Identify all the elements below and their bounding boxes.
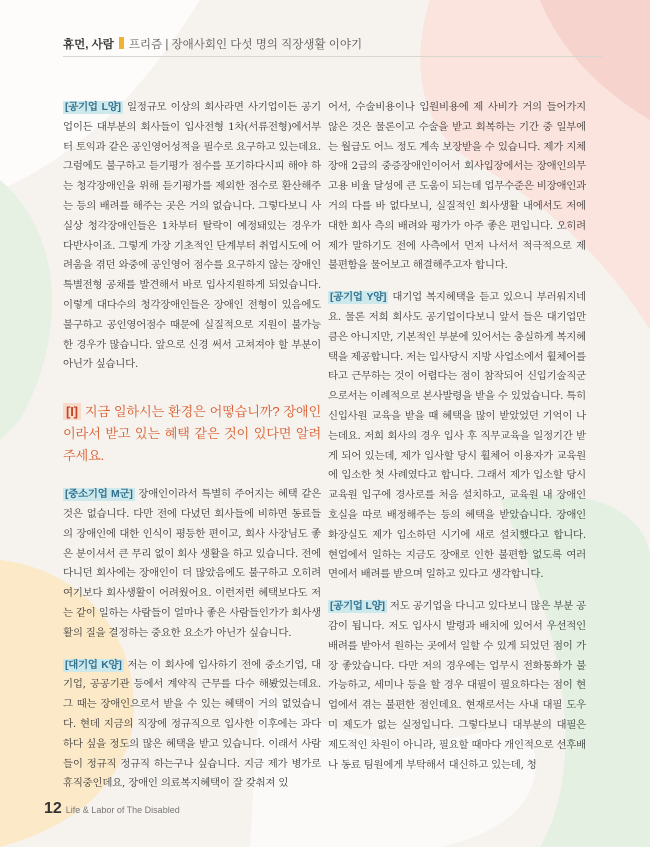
- page-header: [0, 0, 650, 60]
- paragraph-text: 일정규모 이상의 회사라면 사기업이든 공기업이든 대부분의 회사들이 입사전형 1차(서류전형)에서부터 토익과 같은 공인영어성적을 필수로 요구하고 있는데요. 그럼에도 불구하고 듣기평가 점수를 포기하다시피 해야 하는 청각장애인을 위해 듣기평가를 제외한 점수로 환산해주는 등의 배려를 해주는 곳은 거의 없습니다. 그렇다보니 사실상 청각장애인들은 1차부터 탈락이 예정돼있는 경우가 다반사이죠. 그렇게 가장 기초적인 단계부터 취업시도에 어려움을 겪던 와중에 공인영어 점수를 요구하지 않는 장애인 특별전형 공채를 발견해서 바로 입사지원하게 되었습니다. 이렇게 대다수의 청각장애인들은 장애인 전형이 있음에도 불구하고 공인영어점수 때문에 실질적으로 지원이 불가능한 경우가 많습니다. 앞으로 신경 써서 고쳐져야 할 부분이 아닌가 싶습니다.: [63, 101, 321, 371]
- header-section: 휴먼, 사람: [63, 39, 114, 51]
- speaker-tag: [공기업 Y양]: [330, 292, 387, 304]
- interview-paragraph: [328, 288, 586, 585]
- header-title: 장애사회인 다섯 명의 직장생활 이야기: [171, 39, 363, 51]
- header-rule: [63, 56, 603, 57]
- speaker-tag: [중소기업 M군]: [65, 489, 133, 501]
- interview-paragraph: [63, 485, 321, 643]
- page-footer: [44, 800, 180, 818]
- paragraph-text: 대기업 복지혜택을 듣고 있으니 부러워지네요. 물론 저희 회사도 공기업이다보니 앞서 들은 대기업만큼은 아니지만, 기본적인 부분에 있어서는 충실하게 복지혜택을 제공합니다. 저는 입사당시 지방 사업소에서 휠체어를 타고 근무하는 것이 어렵다는 점이 참작되어 신입기술직군으로서는 이례적으로 본사발령을 받을 수 있었습니다. 특히 신입사원 교육을 받을 때 혜택을 많이 받았었던 기억이 나는데요. 저희 회사의 경우 입사 후 직무교육을 일정기간 받게 되어 있는데, 제가 입사할 당시 휠체어 이용자가 교육원에 입소한 첫 사례였다고 합니다. 그래서 제가 입소할 당시 교육원 입구에 경사로를 처음 설치하고, 교육원 내 장애인 호실을 따로 배정해주는 등의 혜택을 받았습니다. 장애인 화장실도 제가 입소하던 시기에 새로 설치했다고 합니다. 현업에서 일하는 지금도 장애로 인한 불편함 없도록 여러 면에서 배려를 받으며 일하고 있다고 생각합니다.: [328, 291, 586, 581]
- question-tag: [I]: [63, 403, 81, 420]
- interview-paragraph: [328, 597, 586, 775]
- paragraph-text: 저도 공기업을 다니고 있다보니 많은 부분 공감이 됩니다. 저도 입사시 발령과 배치에 있어서 우선적인 배려를 받아서 원하는 곳에서 일할 수 있게 되었던 점이 가장 좋았습니다. 다만 저의 경우에는 업무시 전화통화가 불가능하고, 세미나 등을 할 경우 대필이 필요하다는 점이 현업에서 겪는 불편한 점인데요. 현재로서는 사내 대필 도우미 제도가 없는 실정입니다. 그렇다보니 대부분의 대필은 제도적인 차원이 아니라, 필요할 때마다 개인적으로 선후배나 동료 팀원에게 부탁해서 대신하고 있는데, 청: [328, 600, 586, 771]
- header-separator: |: [162, 39, 172, 51]
- header-breadcrumb: [63, 36, 362, 52]
- question-text: 지금 일하시는 환경은 어떻습니까? 장애인이라서 받고 있는 혜택 같은 것이 있다면 알려주세요.: [63, 404, 321, 464]
- left-column: [63, 98, 321, 806]
- paragraph-text: 저는 이 회사에 입사하기 전에 중소기업, 대기업, 공공기관 등에서 계약직 근무를 다수 해봤었는데요. 그 때는 장애인으로서 받을 수 있는 혜택이 거의 없었습니다. 현데 지금의 직장에 정규직으로 입사한 이후에는 과다하다 싶을 정도의 많은 혜택을 받고 있습니다. 이래서 사람들이 정규직 정규직 하는구나 싶습니다. 지금 제가 병가로 휴직중인데요, 장애인 의료복지혜택이 잘 갖춰져 있: [63, 658, 321, 790]
- interview-paragraph: [328, 98, 586, 276]
- speaker-tag: [공기업 L양]: [65, 102, 121, 113]
- header-category: 프리즘: [128, 39, 163, 51]
- paragraph-text: 어서, 수술비용이나 입원비용에 제 사비가 거의 들어가지 않은 것은 물론이고 수술을 받고 회복하는 기간 중 일부에는 월급도 어느 정도 계속 보장받을 수 있습니다. 제가 지체장애 2급의 중증장애인이어서 회사입장에서는 장애인의무고용 비율 달성에 큰 도움이 되는데 업무수준은 비장애인과 거의 다를 바 없다보니, 실질적인 회사생활 내에서도 저에 대한 회사 측의 배려와 평가가 아주 좋은 편입니다. 오히려 제가 말하기도 전에 사측에서 먼저 나서서 적극적으로 제 불편함을 물어보고 해결해주고자 합니다.: [328, 101, 586, 272]
- right-column: [328, 98, 586, 787]
- header-divider: [119, 37, 124, 49]
- speaker-tag: [공기업 L양]: [330, 601, 385, 613]
- interview-question: [63, 401, 321, 467]
- interview-paragraph: [63, 656, 321, 795]
- page-number: 12: [44, 800, 62, 817]
- speaker-tag: [대기업 K양]: [65, 659, 122, 671]
- interview-paragraph: [63, 98, 321, 375]
- paragraph-text: 장애인이라서 특별히 주어지는 혜택 같은 것은 없습니다. 다만 전에 다녔던 회사들에 비하면 동료들의 장애인에 대한 인식이 평등한 편이고, 회사 사장님도 좋은 분이셔서 큰 무리 없이 회사 생활을 하고 있습니다. 전에 다니던 회사에는 장애인이 더 많았음에도 불구하고 오히려 여기보다 회사생활이 어려웠어요. 이런저런 혜택보다도 저는 같이 일하는 사람들이 얼마나 좋은 사람들인가가 회사생활의 질을 결정하는 중요한 요소가 아닌가 싶습니다.: [63, 488, 322, 639]
- publication-name: Life & Labor of The Disabled: [65, 805, 180, 815]
